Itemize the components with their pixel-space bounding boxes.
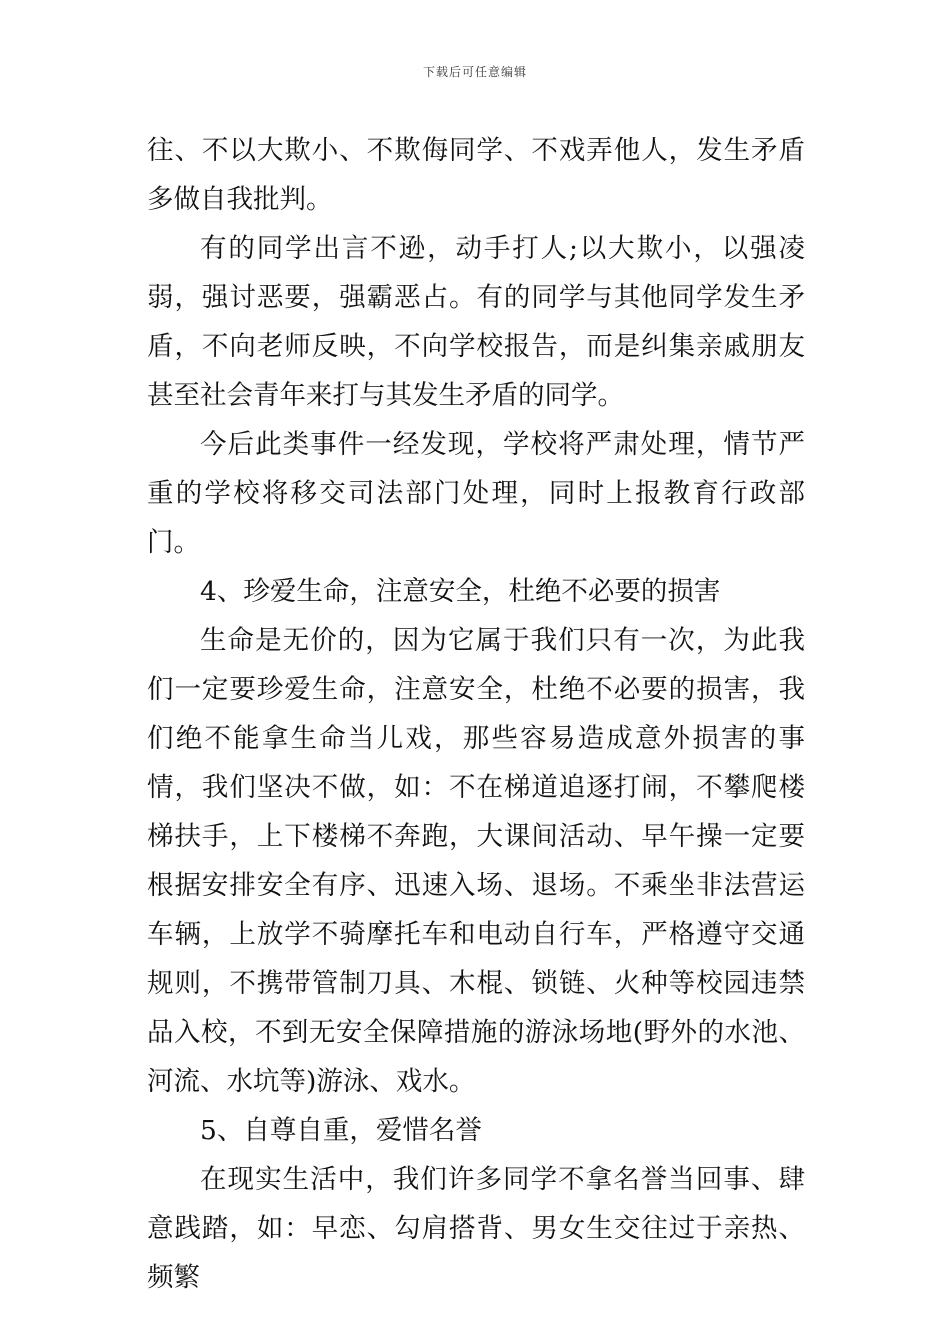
document-body bbox=[147, 126, 805, 1302]
paragraph-2: 有的同学出言不逊，动手打人;以大欺小，以强凌弱，强讨恶要，强霸恶占。有的同学与其他同学发生矛盾，不向老师反映，不向学校报告，而是纠集亲戚朋友甚至社会青年来打与其发生矛盾的同学。 bbox=[147, 233, 805, 411]
paragraph-1: 往、不以大欺小、不欺侮同学、不戏弄他人，发生矛盾多做自我批判。 bbox=[147, 135, 805, 215]
section-heading-5: 5、自尊自重，爱惜名誉 bbox=[200, 1115, 482, 1146]
paragraph-3: 今后此类事件一经发现，学校将严肃处理，情节严重的学校将移交司法部门处理，同时上报教育行政部门。 bbox=[147, 429, 805, 558]
section-heading-4: 4、珍爱生命，注意安全，杜绝不必要的损害 bbox=[200, 576, 721, 607]
paragraph-4: 生命是无价的，因为它属于我们只有一次，为此我们一定要珍爱生命，注意安全，杜绝不必要的损害，我们绝不能拿生命当儿戏，那些容易造成意外损害的事情，我们坚决不做，如：不在梯道追逐打闹，不攀爬楼梯扶手，上下楼梯不奔跑，大课间活动、早午操一定要根据安排安全有序、迅速入场、退场。不乘坐非法营运车辆，上放学不骑摩托车和电动自行车，严格遵守交通规则，不携带管制刀具、木棍、锁链、火种等校园违禁品入校，不到无安全保障措施的游泳场地(野外的水池、河流、水坑等)游泳、戏水。 bbox=[147, 625, 805, 1097]
paragraph-5: 在现实生活中，我们许多同学不拿名誉当回事、肆意践踏，如：早恋、勾肩搭背、男女生交往过于亲热、频繁 bbox=[147, 1164, 805, 1293]
header-note: 下载后可任意编辑 bbox=[422, 65, 527, 79]
